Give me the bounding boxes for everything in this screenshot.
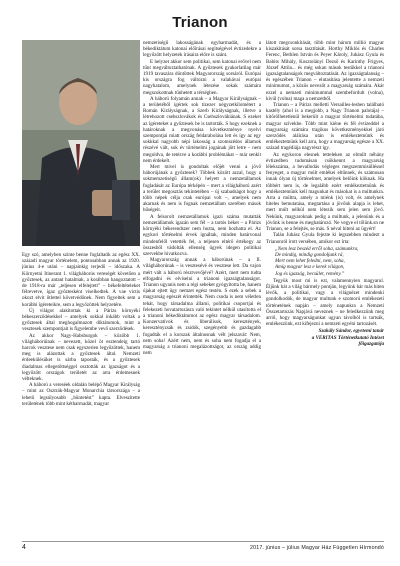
poem-line: Amíg magyar lesz e kerek világon, <box>275 264 345 271</box>
paragraph: látott megcsonkítását, több mint három millió magyar kiszakítását sorsa tasztítását. Horthy Miklós és Charles Ferenc, Bethlen István és Peyer Károly, Juhász Gyula és Babits Mihály, Kosztolányi Dezső és Karinthy Frigyes, József Attila... és még sokan mások testükkel a trianoni igazságtalanságok megváltoztatását. Az igazságtalanság – és egészében Trianon – elutasítása jelentette a nemzeti minimumot, a közös nevezőt a magyarság számára. Akár ezzel a nemzeti minimummal szembefordult (volna), kívül (volna) maga a nemzetből. <box>266 40 384 102</box>
signature-line: a VERITAS Történetkutató Intézet <box>311 334 384 341</box>
poem-line: „Nem lesz beszéd erről soha, számunkra, <box>275 245 359 252</box>
paragraph: Tegyük most mi is ezt, valamennyien magyarul. Éljünk hát a világ bármely pontján, legyünk bár más hiten lévők, a politikai, vagy a világnézet mindenki gondolkodók, de magyar multunk e szomorú emlékezeti történetének napján – amely napunkra a Nemzeti Összetartozás Napjává neveznek – ne feledkezzünk meg arról, hogy magyarságunkat ugyan távolból is tartsák, emlékezzünk, ezt kifejezni a nemzeti egyéni tartozásét. <box>266 277 384 328</box>
page-title: Trianon <box>172 14 228 31</box>
footer-divider <box>22 541 384 542</box>
column-2 <box>143 40 261 538</box>
column-1 <box>22 252 140 538</box>
page-number: 4 <box>22 544 26 551</box>
paragraph: Egy szó, amelyben szinte benne foglaltatik az egész XX. századi magyar történelem, pontosabban annak az 1920. június 4-e utáni – napjainkig terjedő – időszaka. A Környetni Itinerant 1. világháborús vereségét követően a győztesek, az antant hatalmak, a korábban hangoztatott – de 1918-ra már „teljesen elfelejtett” – békefeltételeket félrevetve, ígaz győztesként viselkedtek. A vae victis okozt elvit őtlettel követvédőnek. Nem figyeltek sem a korábbi ígéreteikre, sem a legyőzöttek helyzetére. <box>22 252 140 308</box>
signature-line: Szakály Sándor, egyetemi tanár <box>318 328 384 335</box>
poem-line: Mert nem lehet feledni, nem, soha, <box>275 258 345 265</box>
paragraph: E helyzet akkor sem politikai, sem katonai erővel nem tűnt megváltoztathatónak. A győztesek gyakorlatilag már 1919 tavaszára döntöttek Magyarország sorsáról. Európai kis országra fog változni a valahávai európai nagyhatalom, amelynek létezése sokak számára megszokottnak tűnhetett a térségben. <box>143 58 261 96</box>
portrait-image <box>22 40 140 246</box>
portrait-photo <box>22 40 140 246</box>
poem-quote <box>266 246 384 277</box>
poem-line: Jog és igazság, becsület, remény.” <box>275 270 345 277</box>
paragraph: Magyarország annak a háborúnak – a II. világháborúnak – is vesztesévé és vesztese lett. Da vajon mért vált a háború résztvevőjévé? Azért, mert nem tudta elfogadni és elviselni a trianoni igazságtalanságot. Trianon ugyanis nem a régi sebeket gyógyította be, hanem újakat ejtett ügy nemzet egész testén. S ezek a sebek a magyarság egészét érintették. Nem csoda is nem véletlen tehát, hogy társadalma állami, politikai csoportjai és felekezeti hovatartozásra való tekintet nélkül utasította el a trianoni békediktátumot az egész magyar társadalom. Konzervatívok és liberálisok, keresztények, keresztényzsák és zsidók, szegényebb és gazdagabb fogadták el a korszak általnosnak vélt jelszavát: Nem, nem soha! Azért nem, nem és soha nem fogadja el a magyarság a trianoni megalázottságot, az ország addig nem <box>143 257 261 357</box>
paragraph: A felsorolt nemzetállamok igazi száma mutatták nemzetállamok igazán sem fél – a tartós béket – a Párizs környéki békerendszer nem hozta, nem hozhatta el. Az egykori tőrténelmi érvek ignáltak, minden határvonal mindenfelől vetették fel, a teljesen eltérő értékegy az összesből vádolták ellenség ügyek idegen politikai szervekbe hivatkozva. <box>143 213 261 257</box>
signature-line: főigazgatója <box>358 340 384 347</box>
paragraph: Talán Juhász Gyula fejezte ki legszebben mindezt a Trianonról írott versében, amikor ezt írta: <box>266 232 384 245</box>
paragraph: nemzetiségű lakosságának egyharmadát, és a békediktátum katonai előírásai segítségével évtizedekre a legyőzött helyzetek írásaira előre is szánt. <box>143 40 261 59</box>
footer-publication: 2017. június – július Magyar Ház Független Hírmondó <box>250 545 384 551</box>
paragraph: A háború a vereséek oldalán belépő Magyar Királyság – mint az Osztrák-Magyar Monarchia társországa – a lehető legsúlyosabb „büntetést” kapta. Elveszítette területének több mint kétharmadát, magyar <box>22 382 140 407</box>
paragraph: Mert mivel is gondoltak előjét venni a jövő háborújának a győztesek? Többek között azzal, hogy a sokmemzetiségű állam(ok) helyett a nemzetállamok fogladását az Európa térképén – mert a világháború azért a terület megosztás tekintetében – új szabadságot hogy a több népek célja csak európai volt –, amelyek nem akarnak és nem is fognak nemzetállam szerében mások hűségeit. <box>143 164 261 214</box>
paragraph: Az akkor Nagy-Habsburgok – közöbb 1. világháborúinak – nevezett, közel öt esztendeig tartó harcok vesztese nem csak egyszerien legyőzöttek, hanem meg is alázottak a győztesek által. Nemzeti érdeekülésüket is sárba taposták, és a győztesek diadalmas ellegetőttséggel osztották az igazságot és a legyőzött országok területét az arra érdemesnek vélteknek. <box>22 332 140 383</box>
paragraph: Az egykoron elesnek tetteleken az elmúlt néhány évtizedben tudomásan csökkennt a magyarság lélekszáma, a bevallodás végleges megszemmisüllésseI fenyeget, a magyar múlt emlékei eltűnnek, és számosan innak ólyan új történelmet, amelyek belőink kiiknak. Ha többért nem is, de legalább ezért emlékeztetnünk és emlékeztetnünk kell magunkat és másokat is a múltunkra. Arra a múltra, amely a miénk (is) volt, és amelynek hiteles bemutatása, megtartása a jövőnk alapja is lehet, mert múlt nélkül nem létezik sem jelen sem jövő. Nekünk, magyaroknak pedig a múltunk, a jelenünk és a jövőnk is benne és meghatározó. Ne vegye el tőlünk.sn ne Trianon, se a felejtés, se más. S néval hiteni az ügyért! <box>266 151 384 233</box>
paragraph: Új világot alakítottak ki a Párizs környéki békeszerződésekkel – amelyek sokkal inkább voltak a győztesek által meghogalmazott diktátumok, mint a vesztesek szempontjait is figyelembe vevő szerződések. <box>22 307 140 333</box>
column-3 <box>266 40 384 538</box>
author-signature <box>266 328 384 347</box>
paragraph: A háború folyamán annak – a Magyar Királyságnak – a területéből igértek sok tízezer négyzetkilométert a Román Királyságnak, a Szerb Királyságnak, illetve a létrehozott csehszlovákok és Csehszlovákiának. S ezeket az ígéreteket a győztesek be is tartották. S hogy ezeknek a határoknak a megvonása következménye nyelvi szempontjai miatt ország feldarabolása lett és így az egy sokkkal nagyobb népi lakosság a szomszédos államok részévé vált, sok év történelmi jogainak jött letre – nem megoldva, de tetézve a korábbi problémákat – már senkit nem érdekelt. <box>143 95 261 164</box>
poem-line: De mindig, mindig gondoljunk rá, <box>275 251 344 258</box>
paragraph: Trianon – a Párizs melletti Versailles-lesben található kastély (ahol is a megjobb, a Nagy Trianon palotája) – kitörölhetetlenül bekerült a magyar történelmi tudatába, magyar szívekbe. Több mint kiéne és fél évtizeddel a magyarság számára tragikus következményekkel járó szerződés aláírása után is emlékeztetnünk és emlékeztetnünk kell arra, hogy a magyarság egésze a XX. század tragédiája nagyrészt így. <box>266 102 384 152</box>
